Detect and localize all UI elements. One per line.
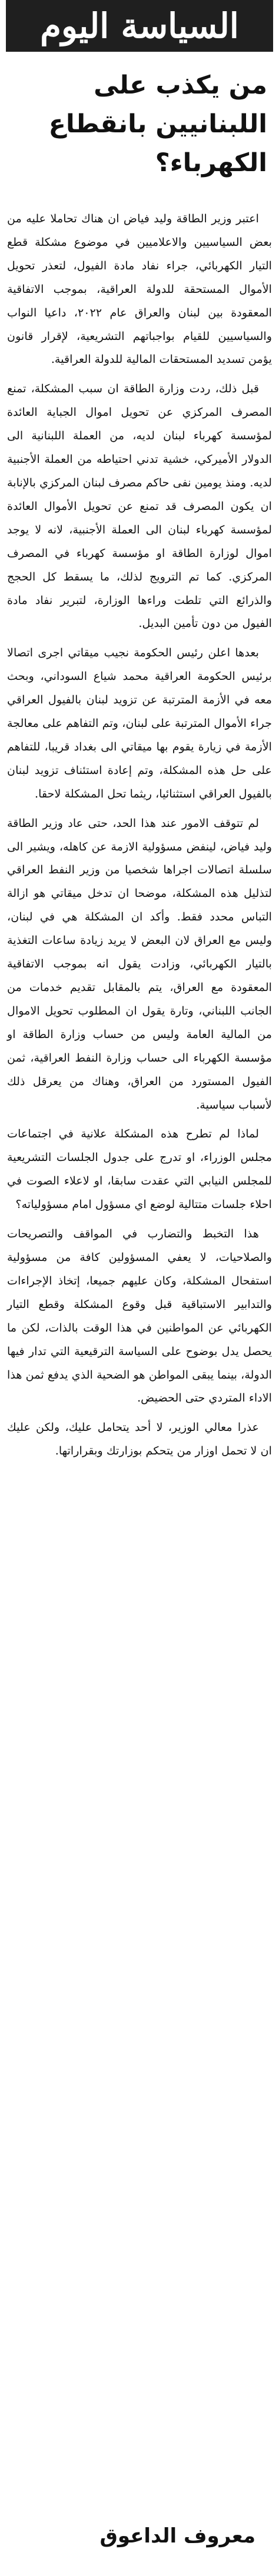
- article-body: [7, 207, 272, 1469]
- article-paragraph: بعدها اعلن رئيس الحكومة نجيب ميقاتي اجرى اتصالا برئيس الحكومة العراقية محمد شياع السوداني، وبحث معه في الأزمة المترتبة عن تزويد لبنان بالفيول العراقي جراء الأموال المترتبة على لبنان، وتم التفاهم على معالجة الأزمة في زيارة يقوم بها ميقاتي الى بغداد قريبا، للتفاهم على حل هذه المشكلة، وتم إعادة استئناف تزويد لبنان بالفيول العراقي استثنائيا، ريثما تحل المشكلة لاحقا.: [7, 646, 272, 800]
- article-paragraph: لماذا لم تطرح هذه المشكلة علانية في اجتماعات مجلس الوزراء، او تدرج على جدول الجلسات التشريعية للمجلس النيابي التي عقدت سابقا، او لاعلاء الصوت في احلاء جلسات متتالية لوضع اي مسؤول امام مسؤولياته؟: [7, 1127, 272, 1212]
- author-byline: معروف الداعوق: [99, 2524, 255, 2548]
- article-paragraph: لم تتوقف الامور عند هذا الحد، حتى عاد وزير الطاقة وليد فياض، لينفض مسؤولية الازمة عن كاهله، ويشير الى سلسلة اتصالات اجراها شخصيا من وزير النفط العراقي لتذليل هذه المشكلة، موضحا ان تدخل ميقاتي هو ازالة التباس محدد فقط. وأكد ان المشكلة هي في لبنان، وليس مع العراق لان البعض لا يريد زيادة ساعات التغذية بالتيار الكهربائي، وزادت يقول انه بموجب الاتفاقية المعقودة مع العراق، يتم بالمقابل تقديم خدمات من الجانب اللبناني، وتارة يقول ان المطلوب تحويل الاموال من المالية العامة وليس من حساب وزارة الطاقة او مؤسسة الكهرباء الى حساب وزارة النفط العراقية، ثمن الفيول المستورد من العراق، وهناك من يعرقل ذلك لأسباب سياسية.: [7, 816, 272, 1112]
- article-paragraph: اعتبر وزير الطاقة وليد فياض ان هناك تحاملا عليه من بعض السياسيين والاعلاميين في موضوع مشكلة قطع التيار الكهربائي، جراء نفاد مادة الفيول، لتعذر تحويل الأموال المستحقة للدولة العراقية، بموجب الاتفاقية المعقودة بين لبنان والعراق عام ٢٠٢٢، داعيا النواب والسياسيين للقيام بواجباتهم التشريعية، لإقرار قانون يؤمن تسديد المستحقات المالية للدولة العراقية.: [7, 212, 272, 366]
- article-paragraph: قبل ذلك، ردت وزارة الطاقة ان سبب المشكلة، تمنع المصرف المركزي عن تحويل اموال الجباية العائدة لمؤسسة كهرباء لبنان لديه، من العملة اللبنانية الى الدولار الأميركي، خشية تدني احتياطه من العملة الأجنبية لديه. ومنذ يومين نفى حاكم مصرف لبنان المركزي بالإنابة ان يكون المصرف قد تمنع عن تحويل الأموال العائدة لمؤسسة كهرباء لبنان الى العملة الأجنبية، لانه لا يوجد اموال لوزارة الطاقة او مؤسسة كهرباء في المصرف المركزي. كما تم الترويج لذلك، ما يسقط كل الحجج والذرائع التي تلطت وراءها الوزارة، لتبرير نفاد مادة الفيول من دون تأمين البديل.: [7, 382, 272, 630]
- article-paragraph: عذرا معالي الوزير، لا أحد يتحامل عليك، ولكن عليك ان لا تحمل اوزار من يتحكم بوزارتك وبقراراتها.: [7, 1420, 272, 1458]
- article-headline: من يكذب على اللبنانيين بانقطاع الكهرباء؟: [48, 71, 267, 178]
- article-paragraph: هذا التخبط والتضارب في المواقف والتصريحات والصلاحيات، لا يعفي المسؤولين كافة من مسؤولية استفحال المشكلة، وكان عليهم جميعا، إتخاذ الإجراءات والتدابير الاستباقية قبل وقوع المشكلة وقطع التيار الكهربائي عن المواطنين في هذا الوقت بالذات، لكن ما يحصل يدل بوضوح على السياسة الترقيعية التي تدار فيها الدولة، بينما يبقى المواطن هو الضحية الذي يدفع ثمن هذا الاداء المتردي حتى الحضيض.: [7, 1227, 272, 1405]
- section-masthead: [6, 0, 273, 52]
- masthead-title: السياسة اليوم: [40, 6, 239, 46]
